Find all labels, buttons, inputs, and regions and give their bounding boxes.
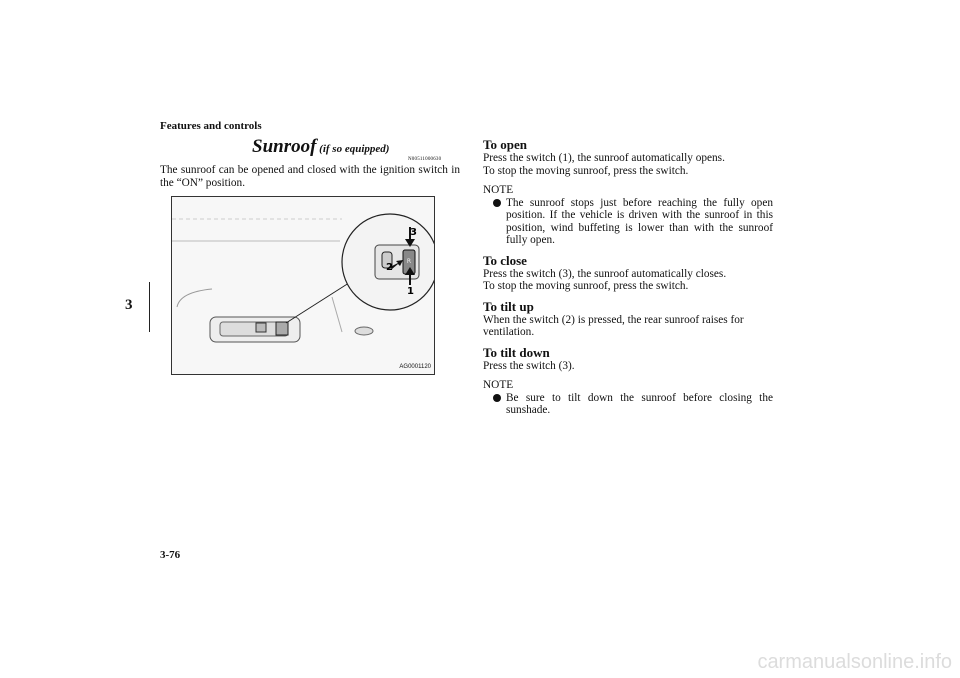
right-column <box>483 138 773 417</box>
section-title <box>252 136 389 158</box>
title-main: Sunroof <box>252 136 317 157</box>
callout-2: 2 <box>386 262 393 273</box>
intro-paragraph: The sunroof can be opened and closed with the ignition switch in the “ON” position. <box>160 164 460 189</box>
heading-tilt-down: To tilt down <box>483 344 550 360</box>
tilt-down-line-1: Press the switch (3). <box>483 359 575 372</box>
section-tilt-up <box>483 300 773 339</box>
note-text-tilt-down: Be sure to tilt down the sunroof before closing the sunshade. <box>506 391 773 416</box>
title-sub: (if so equipped) <box>316 143 390 155</box>
chapter-number: 3 <box>125 297 133 313</box>
watermark: carmanualsonline.info <box>757 651 952 673</box>
note-label-tilt-down: NOTE <box>483 379 514 391</box>
chapter-divider <box>149 282 150 332</box>
open-line-2: To stop the moving sunroof, press the switch. <box>483 164 689 177</box>
page-header: Features and controls <box>160 120 262 132</box>
section-open <box>483 138 773 247</box>
sunroof-illustration <box>172 197 434 374</box>
note-item-tilt-down <box>483 392 773 417</box>
reference-code: N00511000630 <box>408 157 442 162</box>
overhead-console <box>210 317 300 342</box>
section-close <box>483 254 773 293</box>
heading-open: To open <box>483 137 527 152</box>
close-line-2: To stop the moving sunroof, press the switch. <box>483 280 689 292</box>
heading-tilt-up: To tilt up <box>483 298 534 314</box>
page-number: 3-76 <box>160 549 181 561</box>
heading-close: To close <box>483 252 527 268</box>
close-line-1: Press the switch (3), the sunroof automatically closes. <box>483 267 727 280</box>
svg-text:R: R <box>406 258 412 265</box>
open-line-1: Press the switch (1), the sunroof automatically opens. <box>483 152 725 164</box>
note-label-open: NOTE <box>483 184 514 196</box>
note-item-open <box>483 197 773 247</box>
callout-3: 3 <box>410 227 417 238</box>
bullet-icon <box>493 199 501 207</box>
note-text-open: The sunroof stops just before reaching the fully open position. If the vehicle is driven with the sunroof in this position, wind buffeting is lower than with the sunroof fully open. <box>506 196 773 246</box>
sunroof-figure <box>171 196 435 375</box>
tilt-up-line-1: When the switch (2) is pressed, the rear sunroof raises for ventilation. <box>483 313 744 338</box>
bullet-icon <box>493 394 501 402</box>
figure-code: AG0001120 <box>399 364 431 370</box>
callout-1: 1 <box>407 286 414 297</box>
section-tilt-down <box>483 346 773 417</box>
